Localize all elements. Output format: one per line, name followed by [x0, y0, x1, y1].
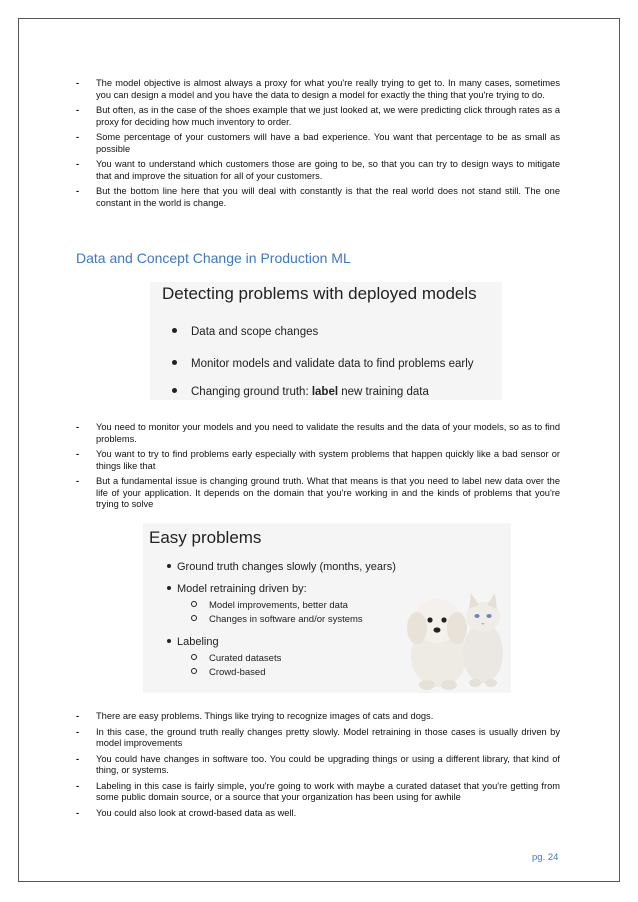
bullet-dot-icon: [172, 360, 177, 365]
slide-subitem: Curated datasets: [191, 653, 281, 664]
final-bullet-list: [76, 711, 560, 823]
bullet-dot-icon: [167, 586, 171, 590]
section-heading: Data and Concept Change in Production ML: [76, 250, 351, 266]
list-item: - But a fundamental issue is changing ground truth. What that means is that you need to label new data over the life of your application. It depends on the domain that you're working in and the kinds of problems that you're trying to solve: [76, 476, 560, 509]
list-item: - The model objective is almost always a proxy for what you're really trying to get to. In many cases, sometimes you can design a model and you have the data to design a model for exactly the thing that you're trying to do.: [76, 78, 560, 100]
list-item: - Labeling in this case is fairly simple, you're going to work with maybe a curated dataset that you're getting from some public domain source, or a source that your organization has been using for awhile: [76, 780, 560, 802]
slide-title: Detecting problems with deployed models: [162, 284, 477, 303]
slide-detecting-problems: [150, 282, 502, 400]
list-item: - You could also look at crowd-based data as well.: [76, 807, 297, 818]
bullet-dot-icon: [172, 328, 177, 333]
slide-subitem: Changes in software and/or systems: [191, 614, 363, 625]
list-item: - You need to monitor your models and you need to validate the results and the data of your models, so as to find problems.: [76, 422, 560, 444]
slide-subitem: Crowd-based: [191, 667, 266, 678]
slide-easy-problems: [143, 523, 511, 693]
middle-bullet-list: [76, 422, 560, 515]
slide-item: Ground truth changes slowly (months, years): [167, 561, 396, 573]
hollow-bullet-icon: [191, 668, 197, 674]
intro-bullet-list: [76, 78, 560, 213]
hollow-bullet-icon: [191, 654, 197, 660]
puppy-and-kitten-image: [401, 583, 511, 691]
hollow-bullet-icon: [191, 615, 197, 621]
list-item: - There are easy problems. Things like trying to recognize images of cats and dogs.: [76, 711, 434, 721]
list-item: - You want to try to find problems early especially with system problems that happen quickly like a bad sensor or things like that: [76, 449, 560, 471]
list-item: - Some percentage of your customers will have a bad experience. You want that percentage to be as small as possible: [76, 132, 560, 154]
list-item: - But the bottom line here that you will deal with constantly is that the real world does not stand still. The one constant in the world is change.: [76, 186, 560, 208]
hollow-bullet-icon: [191, 601, 197, 607]
slide-subitem: Model improvements, better data: [191, 600, 348, 611]
slide-item: Labeling: [167, 636, 219, 648]
list-item: - But often, as in the case of the shoes example that we just looked at, we were predicting click through rates as a proxy for deciding how much inventory to order.: [76, 105, 560, 127]
bullet-dot-icon: [172, 388, 177, 393]
slide-point: Monitor models and validate data to find problems early: [172, 358, 474, 370]
list-item: - In this case, the ground truth really changes pretty slowly. Model retraining in those cases is usually driven by model improvements: [76, 726, 560, 748]
bullet-dot-icon: [167, 564, 171, 568]
slide-title: Easy problems: [149, 528, 262, 547]
bullet-dot-icon: [167, 639, 171, 643]
list-item: - You want to understand which customers those are going to be, so that you can try to design ways to mitigate that and improve the situation for all of your customers.: [76, 159, 560, 181]
page-number: pg. 24: [532, 852, 559, 863]
list-item: - You could have changes in software too. You could be upgrading things or using a different library, that kind of thing, or systems.: [76, 753, 560, 775]
slide-item: Model retraining driven by:: [167, 583, 307, 595]
slide-point: Changing ground truth: label new training data: [172, 386, 429, 398]
slide-point: Data and scope changes: [172, 326, 318, 338]
